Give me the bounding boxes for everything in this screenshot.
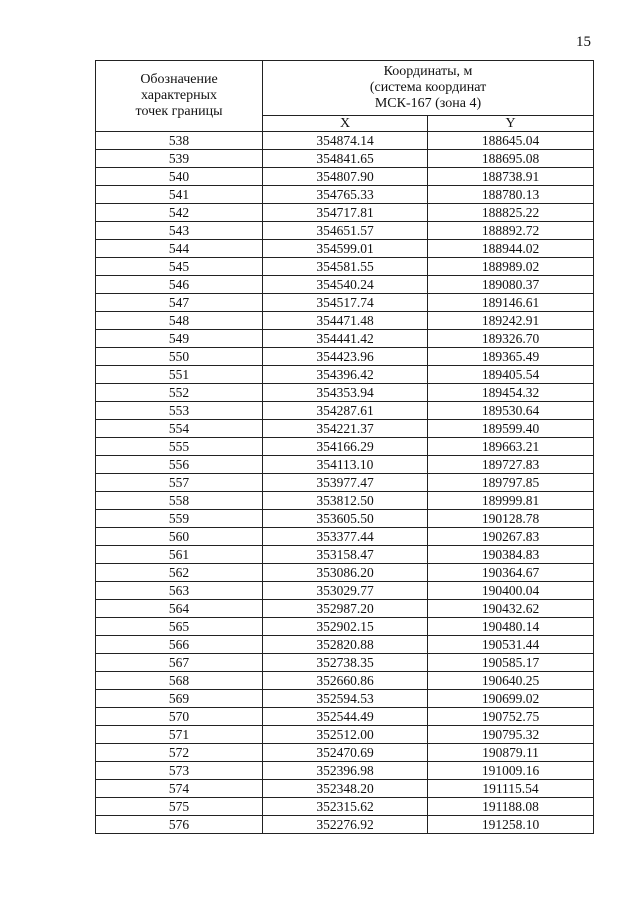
x-coordinate-cell: 352512.00 xyxy=(263,726,428,744)
y-coordinate-cell: 190879.11 xyxy=(428,744,594,762)
table-row xyxy=(96,474,594,492)
table-row xyxy=(96,492,594,510)
y-coordinate-cell: 189727.83 xyxy=(428,456,594,474)
point-cell: 542 xyxy=(96,204,263,222)
x-coordinate-cell: 353377.44 xyxy=(263,528,428,546)
point-cell: 573 xyxy=(96,762,263,780)
x-column-header: X xyxy=(263,116,428,132)
point-cell: 569 xyxy=(96,690,263,708)
point-cell: 556 xyxy=(96,456,263,474)
point-cell: 550 xyxy=(96,348,263,366)
point-cell: 553 xyxy=(96,402,263,420)
x-coordinate-cell: 352738.35 xyxy=(263,654,428,672)
table-row xyxy=(96,618,594,636)
x-coordinate-cell: 354841.65 xyxy=(263,150,428,168)
y-coordinate-cell: 191258.10 xyxy=(428,816,594,834)
table-row xyxy=(96,330,594,348)
x-coordinate-cell: 354287.61 xyxy=(263,402,428,420)
table-row xyxy=(96,780,594,798)
y-coordinate-cell: 190267.83 xyxy=(428,528,594,546)
y-coordinate-cell: 188989.02 xyxy=(428,258,594,276)
table-row xyxy=(96,348,594,366)
point-cell: 552 xyxy=(96,384,263,402)
table-row xyxy=(96,258,594,276)
point-cell: 572 xyxy=(96,744,263,762)
table-row xyxy=(96,672,594,690)
x-coordinate-cell: 354874.14 xyxy=(263,132,428,150)
point-cell: 538 xyxy=(96,132,263,150)
table-row xyxy=(96,528,594,546)
x-coordinate-cell: 352902.15 xyxy=(263,618,428,636)
point-cell: 551 xyxy=(96,366,263,384)
point-cell: 539 xyxy=(96,150,263,168)
y-coordinate-cell: 189663.21 xyxy=(428,438,594,456)
point-cell: 558 xyxy=(96,492,263,510)
table-row xyxy=(96,546,594,564)
x-coordinate-cell: 352987.20 xyxy=(263,600,428,618)
y-coordinate-cell: 188825.22 xyxy=(428,204,594,222)
table-row xyxy=(96,204,594,222)
y-coordinate-cell: 191115.54 xyxy=(428,780,594,798)
y-coordinate-cell: 189326.70 xyxy=(428,330,594,348)
x-coordinate-cell: 352820.88 xyxy=(263,636,428,654)
table-row xyxy=(96,240,594,258)
x-coordinate-cell: 352315.62 xyxy=(263,798,428,816)
x-coordinate-cell: 352276.92 xyxy=(263,816,428,834)
x-coordinate-cell: 353158.47 xyxy=(263,546,428,564)
y-coordinate-cell: 190480.14 xyxy=(428,618,594,636)
x-coordinate-cell: 354423.96 xyxy=(263,348,428,366)
y-coordinate-cell: 188892.72 xyxy=(428,222,594,240)
table-row xyxy=(96,690,594,708)
x-coordinate-cell: 354396.42 xyxy=(263,366,428,384)
x-coordinate-cell: 353029.77 xyxy=(263,582,428,600)
y-coordinate-cell: 189454.32 xyxy=(428,384,594,402)
point-cell: 545 xyxy=(96,258,263,276)
y-coordinate-cell: 190585.17 xyxy=(428,654,594,672)
table-row xyxy=(96,726,594,744)
point-cell: 563 xyxy=(96,582,263,600)
x-coordinate-cell: 354353.94 xyxy=(263,384,428,402)
y-coordinate-cell: 190364.67 xyxy=(428,564,594,582)
coords-header-line: МСК-167 (зона 4) xyxy=(374,96,482,111)
x-coordinate-cell: 353812.50 xyxy=(263,492,428,510)
y-coordinate-cell: 191188.08 xyxy=(428,798,594,816)
point-column-header xyxy=(96,61,263,132)
x-coordinate-cell: 354540.24 xyxy=(263,276,428,294)
table-row xyxy=(96,366,594,384)
x-coordinate-cell: 352396.98 xyxy=(263,762,428,780)
table-row xyxy=(96,744,594,762)
y-coordinate-cell: 188738.91 xyxy=(428,168,594,186)
x-coordinate-cell: 354717.81 xyxy=(263,204,428,222)
point-cell: 570 xyxy=(96,708,263,726)
table-row xyxy=(96,600,594,618)
y-coordinate-cell: 190400.04 xyxy=(428,582,594,600)
table-row xyxy=(96,312,594,330)
table-row xyxy=(96,168,594,186)
x-coordinate-cell: 354471.48 xyxy=(263,312,428,330)
x-coordinate-cell: 354221.37 xyxy=(263,420,428,438)
y-coordinate-cell: 190531.44 xyxy=(428,636,594,654)
table-row xyxy=(96,510,594,528)
y-coordinate-cell: 190795.32 xyxy=(428,726,594,744)
coordinates-table-body xyxy=(96,132,594,834)
table-row xyxy=(96,150,594,168)
x-coordinate-cell: 352594.53 xyxy=(263,690,428,708)
y-coordinate-cell: 189146.61 xyxy=(428,294,594,312)
point-header-line: точек границы xyxy=(135,104,223,119)
x-coordinate-cell: 354807.90 xyxy=(263,168,428,186)
table-row xyxy=(96,384,594,402)
point-cell: 567 xyxy=(96,654,263,672)
y-coordinate-cell: 189599.40 xyxy=(428,420,594,438)
table-row xyxy=(96,582,594,600)
table-row xyxy=(96,276,594,294)
point-cell: 544 xyxy=(96,240,263,258)
table-row xyxy=(96,762,594,780)
point-cell: 559 xyxy=(96,510,263,528)
point-cell: 547 xyxy=(96,294,263,312)
point-cell: 561 xyxy=(96,546,263,564)
x-coordinate-cell: 352544.49 xyxy=(263,708,428,726)
table-row xyxy=(96,798,594,816)
y-coordinate-cell: 189999.81 xyxy=(428,492,594,510)
point-cell: 555 xyxy=(96,438,263,456)
coords-header-line: (система координат xyxy=(369,80,487,95)
table-row xyxy=(96,708,594,726)
point-cell: 541 xyxy=(96,186,263,204)
point-cell: 566 xyxy=(96,636,263,654)
page-number: 15 xyxy=(576,34,591,50)
y-coordinate-cell: 189797.85 xyxy=(428,474,594,492)
x-coordinate-cell: 354581.55 xyxy=(263,258,428,276)
y-coordinate-cell: 189080.37 xyxy=(428,276,594,294)
x-coordinate-cell: 352470.69 xyxy=(263,744,428,762)
y-coordinate-cell: 189365.49 xyxy=(428,348,594,366)
point-cell: 549 xyxy=(96,330,263,348)
point-cell: 562 xyxy=(96,564,263,582)
table-row xyxy=(96,456,594,474)
y-coordinate-cell: 190699.02 xyxy=(428,690,594,708)
point-cell: 548 xyxy=(96,312,263,330)
table-row xyxy=(96,564,594,582)
coords-header-line: Координаты, м xyxy=(383,64,473,79)
table-row xyxy=(96,438,594,456)
point-cell: 560 xyxy=(96,528,263,546)
y-coordinate-cell: 191009.16 xyxy=(428,762,594,780)
point-cell: 564 xyxy=(96,600,263,618)
x-coordinate-cell: 354765.33 xyxy=(263,186,428,204)
y-coordinate-cell: 188695.08 xyxy=(428,150,594,168)
point-cell: 568 xyxy=(96,672,263,690)
point-cell: 565 xyxy=(96,618,263,636)
point-cell: 554 xyxy=(96,420,263,438)
table-row xyxy=(96,186,594,204)
x-coordinate-cell: 353086.20 xyxy=(263,564,428,582)
x-coordinate-cell: 354517.74 xyxy=(263,294,428,312)
y-coordinate-cell: 189405.54 xyxy=(428,366,594,384)
table-row xyxy=(96,132,594,150)
x-coordinate-cell: 354651.57 xyxy=(263,222,428,240)
point-cell: 575 xyxy=(96,798,263,816)
x-coordinate-cell: 352348.20 xyxy=(263,780,428,798)
point-header-line: Обозначение xyxy=(140,72,218,87)
x-coordinate-cell: 353605.50 xyxy=(263,510,428,528)
point-cell: 574 xyxy=(96,780,263,798)
y-coordinate-cell: 190752.75 xyxy=(428,708,594,726)
y-coordinate-cell: 190640.25 xyxy=(428,672,594,690)
x-coordinate-cell: 354166.29 xyxy=(263,438,428,456)
table-row xyxy=(96,636,594,654)
coordinates-table xyxy=(95,60,594,834)
y-column-header: Y xyxy=(428,116,594,132)
point-cell: 540 xyxy=(96,168,263,186)
coords-group-header xyxy=(263,61,594,116)
y-coordinate-cell: 188645.04 xyxy=(428,132,594,150)
table-row xyxy=(96,654,594,672)
y-coordinate-cell: 190384.83 xyxy=(428,546,594,564)
point-cell: 546 xyxy=(96,276,263,294)
point-cell: 576 xyxy=(96,816,263,834)
y-coordinate-cell: 190128.78 xyxy=(428,510,594,528)
point-cell: 571 xyxy=(96,726,263,744)
table-row xyxy=(96,402,594,420)
y-coordinate-cell: 189530.64 xyxy=(428,402,594,420)
y-coordinate-cell: 190432.62 xyxy=(428,600,594,618)
x-coordinate-cell: 352660.86 xyxy=(263,672,428,690)
table-row xyxy=(96,420,594,438)
y-coordinate-cell: 189242.91 xyxy=(428,312,594,330)
x-coordinate-cell: 353977.47 xyxy=(263,474,428,492)
x-coordinate-cell: 354599.01 xyxy=(263,240,428,258)
point-header-line: характерных xyxy=(140,88,218,103)
point-cell: 557 xyxy=(96,474,263,492)
table-row xyxy=(96,294,594,312)
x-coordinate-cell: 354441.42 xyxy=(263,330,428,348)
point-cell: 543 xyxy=(96,222,263,240)
table-row xyxy=(96,816,594,834)
table-row xyxy=(96,222,594,240)
y-coordinate-cell: 188780.13 xyxy=(428,186,594,204)
x-coordinate-cell: 354113.10 xyxy=(263,456,428,474)
y-coordinate-cell: 188944.02 xyxy=(428,240,594,258)
